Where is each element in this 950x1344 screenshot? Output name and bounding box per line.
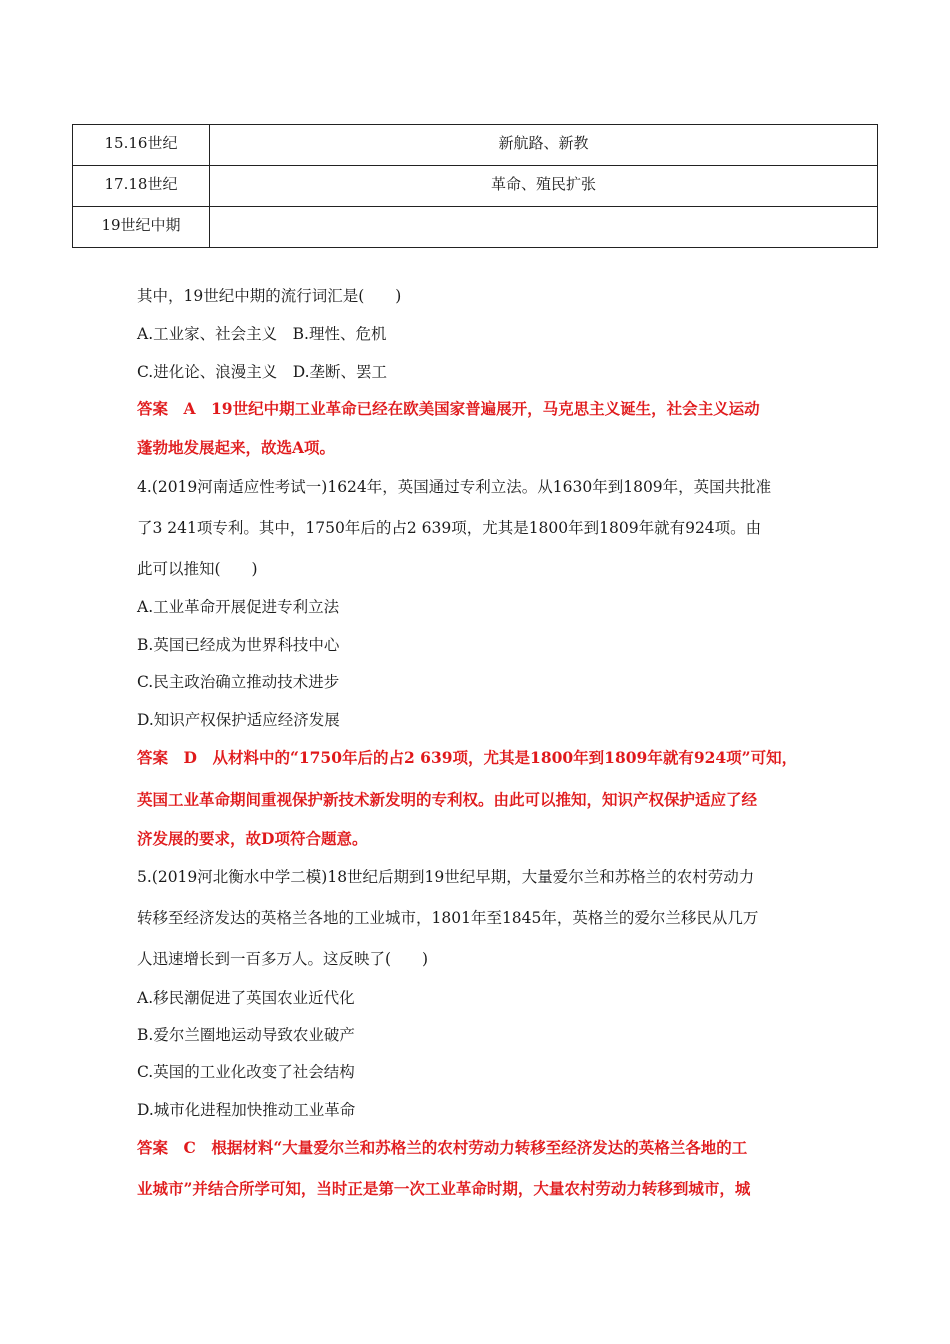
period-vocabulary-table	[72, 124, 878, 248]
question-line: A.移民潮促进了英国农业近代化	[137, 989, 355, 1007]
answer-line: 业城市”并结合所学可知，当时正是第一次工业革命时期，大量农村劳动力转移到城市，城	[137, 1179, 751, 1198]
question-line: C.进化论、浪漫主义 D.垄断、罢工	[137, 363, 388, 381]
question-line: 5.(2019河北衡水中学二模)18世纪后期到19世纪早期，大量爱尔兰和苏格兰的农村劳动力	[137, 868, 755, 886]
question-line: 此可以推知( )	[137, 560, 258, 578]
answer-line: 济发展的要求，故D项符合题意。	[137, 829, 368, 848]
question-line: 4.(2019河南适应性考试一)1624年，英国通过专利立法。从1630年到1809年，英国共批准	[137, 478, 772, 496]
question-line: D.城市化进程加快推动工业革命	[137, 1101, 356, 1119]
question-line: 其中，19世纪中期的流行词汇是( )	[137, 287, 402, 305]
question-line: C.民主政治确立推动技术进步	[137, 673, 340, 691]
words-cell: 新航路、新教	[210, 125, 878, 166]
answer-line: 英国工业革命期间重视保护新技术新发明的专利权。由此可以推知，知识产权保护适应了经	[137, 790, 758, 809]
question-line: A.工业家、社会主义 B.理性、危机	[137, 325, 387, 343]
question-line: 了3 241项专利。其中，1750年后的占2 639项，尤其是1800年到1809年就有924项。由	[137, 519, 762, 537]
question-line: D.知识产权保护适应经济发展	[137, 711, 340, 729]
question-line: A.工业革命开展促进专利立法	[137, 598, 340, 616]
question-line: 人迅速增长到一百多万人。这反映了( )	[137, 950, 429, 968]
question-line: 转移至经济发达的英格兰各地的工业城市，1801年至1845年，英格兰的爱尔兰移民从几万	[137, 909, 759, 927]
table-row	[73, 166, 878, 207]
answer-line: 答案 A 19世纪中期工业革命已经在欧美国家普遍展开，马克思主义诞生，社会主义运动	[137, 399, 760, 418]
words-cell: 革命、殖民扩张	[210, 166, 878, 207]
question-line: B.英国已经成为世界科技中心	[137, 636, 340, 654]
question-line: C.英国的工业化改变了社会结构	[137, 1063, 355, 1081]
answer-line: 蓬勃地发展起来，故选A项。	[137, 438, 336, 457]
answer-line: 答案 D 从材料中的“1750年后的占2 639项，尤其是1800年到1809年就有924项”可知，	[137, 748, 798, 767]
period-cell: 17.18世纪	[73, 166, 210, 207]
table-row	[73, 207, 878, 248]
answer-line: 答案 C 根据材料“大量爱尔兰和苏格兰的农村劳动力转移至经济发达的英格兰各地的工	[137, 1138, 748, 1157]
period-cell: 15.16世纪	[73, 125, 210, 166]
words-cell	[210, 207, 878, 248]
period-cell: 19世纪中期	[73, 207, 210, 248]
question-line: B.爱尔兰圈地运动导致农业破产	[137, 1026, 355, 1044]
table-row	[73, 125, 878, 166]
